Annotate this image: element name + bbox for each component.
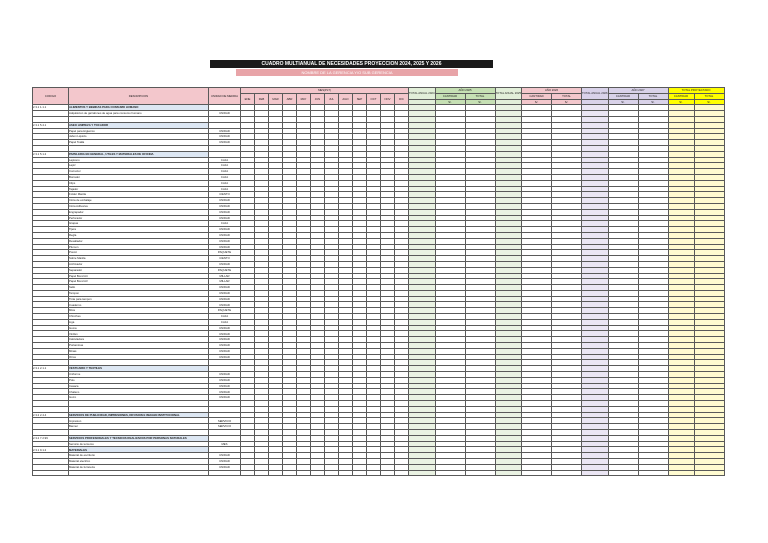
row-unit: CIENTO [209, 192, 241, 198]
row-code: 2.3.1 9.1.2 [33, 447, 69, 453]
row-description: Material de escritorio [69, 453, 209, 459]
row-description: Papel Bond A3 [69, 279, 209, 285]
row-description: Liga [69, 319, 209, 325]
row-unit: CAJA [209, 163, 241, 169]
total-cell [495, 470, 522, 476]
month-cell [297, 470, 311, 476]
row-unit: MILLAR [209, 279, 241, 285]
total-cell [668, 470, 694, 476]
header-year-2025: AÑO 2025 [435, 88, 495, 94]
row-unit: UNIDAD [209, 227, 241, 233]
total-cell [409, 470, 436, 476]
sheet-subtitle: NOMBRE DE LA GERENCIA Y/O SUB GERENCIA [236, 69, 458, 76]
row-description: Post-it [69, 250, 209, 256]
row-unit: UNIDAD [209, 459, 241, 465]
header-month-may: MAY [297, 93, 311, 105]
row-description [69, 470, 209, 476]
row-description: Sobre Manila [69, 256, 209, 262]
row-code: 2.3.1 1.1.1 [33, 105, 69, 111]
row-unit: UNIDAD [209, 464, 241, 470]
header-year-2026: AÑO 2026 [522, 88, 582, 94]
header-month-jul: JUL [325, 93, 339, 105]
row-description: Polo [69, 377, 209, 383]
total-cell [582, 470, 609, 476]
row-unit: UNIDAD [209, 302, 241, 308]
row-description: Uniforme [69, 372, 209, 378]
row-description: Goma [69, 325, 209, 331]
header-codigo: CODIGO [33, 88, 69, 105]
total-cell [435, 470, 465, 476]
row-code [33, 470, 69, 476]
row-description: Otros [69, 354, 209, 360]
row-unit: UNIDAD [209, 348, 241, 354]
header-year-2027: AÑO 2027 [608, 88, 668, 94]
header-total-anual-2025: TOTAL ANUAL 2025 [495, 88, 522, 100]
row-unit: UNIDAD [209, 261, 241, 267]
row-code: 2.3.1 2.1.1 [33, 366, 69, 372]
row-description: Impresion [69, 418, 209, 424]
row-description: Corrector [69, 169, 209, 175]
header-total-anual-2024: TOTAL ANUAL 2024 [409, 88, 436, 100]
row-description: SERVICIOS DE PUBLICIDAD, IMPRESIONES, DIFUSION E IMAGEN INSTITUCIONAL [69, 412, 209, 418]
row-unit: UNIDAD [209, 383, 241, 389]
row-description: Chaleco [69, 389, 209, 395]
row-description: Adquisicion de garrafones de agua para consumo humano [69, 111, 209, 117]
header-total-proy: TOTAL [694, 93, 724, 99]
row-unit: SERVICIO [209, 418, 241, 424]
row-unit: UNIDAD [209, 140, 241, 146]
header-month-ago: AGO [339, 93, 353, 105]
row-code: 2.3.2 7.2.99 [33, 435, 69, 441]
row-description: Calculadora [69, 337, 209, 343]
row-unit: UNIDAD [209, 337, 241, 343]
header-month-jun: JUN [311, 93, 325, 105]
row-unit: CIENTO [209, 256, 241, 262]
header-month-sep: SEP [353, 93, 367, 105]
month-cell [367, 470, 381, 476]
month-cell [255, 470, 269, 476]
row-unit: UNIDAD [209, 377, 241, 383]
row-unit: MILLAR [209, 273, 241, 279]
blank-row [33, 470, 755, 476]
header-month-ene: ENE [241, 93, 255, 105]
row-description: Casaca [69, 383, 209, 389]
row-description: VESTUARIO Y TEXTILES [69, 366, 209, 372]
header-mes-group: MES(PLT) [241, 88, 409, 94]
row-description: Borrador [69, 174, 209, 180]
row-description: Portaminas [69, 343, 209, 349]
header-total-anual-2026: TOTAL ANUAL 2026 [582, 88, 609, 100]
header-month-abr: ABR [283, 93, 297, 105]
header-currency: S/. [435, 99, 465, 105]
row-description: Resaltador [69, 238, 209, 244]
row-unit: UNIDAD [209, 128, 241, 134]
row-unit: CAJA [209, 314, 241, 320]
row-unit: CAJA [209, 319, 241, 325]
header-currency: S/. [668, 99, 694, 105]
header-month-dic: DIC [395, 93, 409, 105]
row-unit: UNIDAD [209, 285, 241, 291]
header-month-mar: MAR [269, 93, 283, 105]
row-unit: UNIDAD [209, 244, 241, 250]
row-description: ASEO LIMPIEZA Y TOCADOR [69, 122, 209, 128]
row-unit: UNIDAD [209, 343, 241, 349]
row-code: 2.3.1 5.1.2 [33, 151, 69, 157]
header-month-nov: NOV [381, 93, 395, 105]
header-currency: S/. [465, 99, 495, 105]
total-cell [522, 470, 552, 476]
sheet-title: CUADRO MULTIANUAL DE NECESIDADES PROYECCION 2024, 2025 Y 2026 [210, 60, 493, 68]
row-description: Separador [69, 267, 209, 273]
header-cant-proy: CANTIDAD [668, 93, 694, 99]
total-cell [638, 470, 668, 476]
month-cell [395, 470, 409, 476]
header-currency: S/. [638, 99, 668, 105]
row-description: Clips [69, 180, 209, 186]
row-description: PAPELERIA EN GENERAL, UTILES Y MATERIALES DE OFICINA [69, 151, 209, 157]
row-code: 2.3.1 5.4.1 [33, 122, 69, 128]
row-description: Lapicero [69, 157, 209, 163]
row-unit: UNIDAD [209, 395, 241, 401]
row-unit: UNIDAD [209, 453, 241, 459]
row-unit: SERVICIO [209, 424, 241, 430]
month-cell [325, 470, 339, 476]
month-cell [241, 470, 255, 476]
header-cant-2027: CANTIDAD [608, 93, 638, 99]
row-description: Lapiz [69, 163, 209, 169]
row-description: SERVICIOS PROFESIONALES Y TECNICOS REALIZADOS POR PERSONAS NATURALES [69, 435, 209, 441]
row-unit: UNIDAD [209, 290, 241, 296]
header-descripcion: DESCRIPCION [69, 88, 209, 105]
row-description: Plumon [69, 244, 209, 250]
header-currency: S/. [608, 99, 638, 105]
row-unit: UNIDAD [209, 325, 241, 331]
row-description: Archivador [69, 261, 209, 267]
header-month-feb: FEB [255, 93, 269, 105]
header-month-oct: OCT [367, 93, 381, 105]
header-total-2027: TOTAL [638, 93, 668, 99]
header-currency: S/. [522, 99, 552, 105]
header-unidad: UNIDAD DE MEDIDA [209, 88, 241, 105]
row-description: Cuaderno [69, 302, 209, 308]
header-currency: S/. [552, 99, 582, 105]
row-description: Gorro [69, 395, 209, 401]
row-description: Regla [69, 232, 209, 238]
month-cell [381, 470, 395, 476]
row-description: Cinta de embalaje [69, 198, 209, 204]
row-code: 2.3.2 2.4.4 [33, 412, 69, 418]
row-description: Papel Toalla [69, 140, 209, 146]
row-unit: UNIDAD [209, 331, 241, 337]
total-cell [608, 470, 638, 476]
row-description: Grapas [69, 221, 209, 227]
row-unit: UNIDAD [209, 209, 241, 215]
header-total-proyectado: TOTAL PROYECTADO [668, 88, 724, 94]
row-description: Folder Manila [69, 192, 209, 198]
row-unit: MES [209, 441, 241, 447]
row-description: Tijera [69, 227, 209, 233]
row-description: Jabon Liquido [69, 134, 209, 140]
row-unit: CAJA [209, 186, 241, 192]
row-description: Material electrico [69, 459, 209, 465]
row-description: Minas [69, 348, 209, 354]
row-description: Material de ferreteria [69, 464, 209, 470]
header-cant-2025: CANTIDAD [435, 93, 465, 99]
row-description: Mica [69, 308, 209, 314]
row-description: Papel para Higienico [69, 128, 209, 134]
row-unit: UNIDAD [209, 296, 241, 302]
row-description: Tampon [69, 290, 209, 296]
row-unit: UNIDAD [209, 111, 241, 117]
row-description: ALIMENTOS Y BEBIDAS PARA CONSUMO HUMANO [69, 105, 209, 111]
row-unit: CAJA [209, 157, 241, 163]
row-unit: UNIDAD [209, 232, 241, 238]
row-description: Vinifan [69, 331, 209, 337]
total-cell [465, 470, 495, 476]
row-description: Chinches [69, 314, 209, 320]
row-description: Servicio de terceros [69, 441, 209, 447]
row-description: Sello [69, 285, 209, 291]
header-currency: S/. [694, 99, 724, 105]
row-unit: CAJA [209, 180, 241, 186]
month-cell [353, 470, 367, 476]
row-unit: CAJA [209, 221, 241, 227]
row-unit: UNIDAD [209, 215, 241, 221]
row-description: MATERIALES [69, 447, 209, 453]
row-unit: UNIDAD [209, 238, 241, 244]
row-unit: UNIDAD [209, 134, 241, 140]
header-total-2025: TOTAL [465, 93, 495, 99]
header-cant-2026: CANTIDAD [522, 93, 552, 99]
row-description: Perforador [69, 215, 209, 221]
row-unit: CAJA [209, 169, 241, 175]
row-unit: UNIDAD [209, 354, 241, 360]
month-cell [283, 470, 297, 476]
row-unit [209, 470, 241, 476]
row-description: Tinta para tampon [69, 296, 209, 302]
month-cell [269, 470, 283, 476]
month-cell [339, 470, 353, 476]
row-unit: CAJA [209, 174, 241, 180]
row-unit: PAQUETE [209, 267, 241, 273]
row-unit: UNIDAD [209, 372, 241, 378]
total-cell [694, 470, 724, 476]
row-description: Banner [69, 424, 209, 430]
total-cell [552, 470, 582, 476]
row-description: Tajador [69, 186, 209, 192]
row-unit: UNIDAD [209, 389, 241, 395]
row-unit: PAQUETE [209, 250, 241, 256]
row-unit: UNIDAD [209, 203, 241, 209]
row-unit: UNIDAD [209, 198, 241, 204]
row-description: Engrapador [69, 209, 209, 215]
row-description: Papel Bond A4 [69, 273, 209, 279]
row-unit: PAQUETE [209, 308, 241, 314]
needs-table [32, 87, 755, 476]
header-total-2026: TOTAL [552, 93, 582, 99]
month-cell [311, 470, 325, 476]
row-description: Cinta Adhesiva [69, 203, 209, 209]
